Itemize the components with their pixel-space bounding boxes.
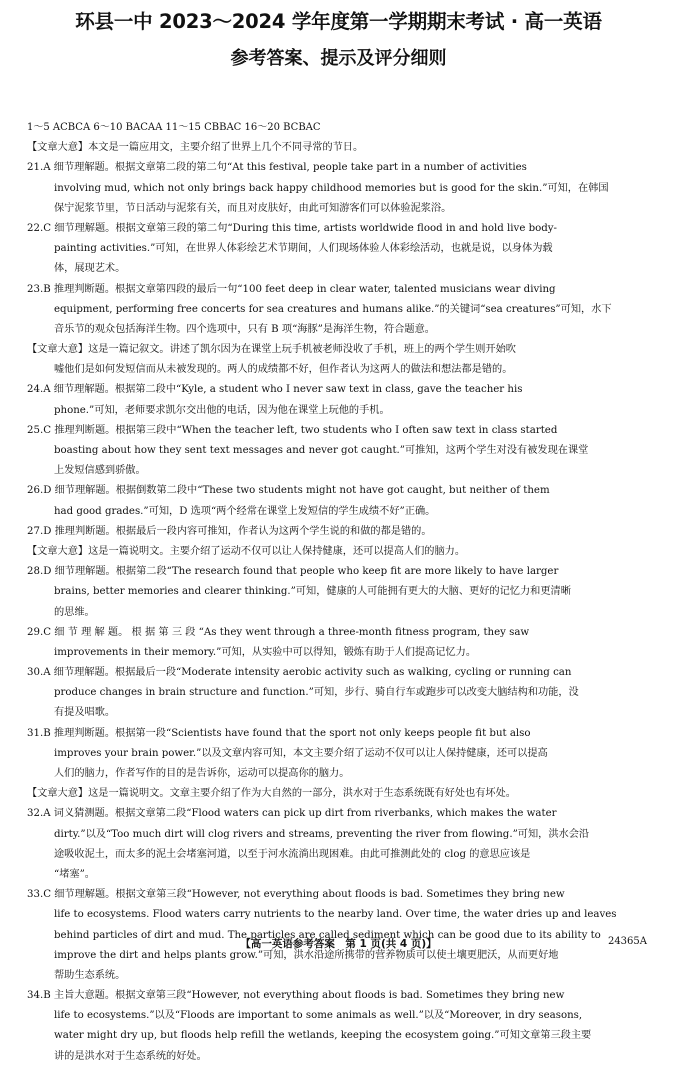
explanation-item	[27, 804, 653, 885]
page-title: 环县一中 2023～2024 学年度第一学期期末考试 · 高一英语	[75, 10, 602, 33]
explanation-line: painting activities.”可知，在世界人体彩绘艺术节期间，人们现场体验人体彩绘活动，也就是说，以身体为载	[54, 243, 553, 255]
explanation-line: life to ecosystems. Flood waters carry nutrients to the nearby land. Over time, the water dries up and leaves	[54, 909, 617, 921]
explanation-line: 人们的脑力，作者写作的目的是告诉你，运动可以提高你的脑力。	[54, 768, 350, 779]
explanation-line: 27.D 推理判断题。根据最后一段内容可推知，作者认为这两个学生说的和做的都是错的。	[27, 525, 432, 537]
explanation-item	[27, 280, 653, 341]
explanation-item	[27, 562, 653, 623]
explanation-line: 【文章大意】这是一篇说明文。主要介绍了运动不仅可以让人保持健康，还可以提高人们的脑力。	[27, 545, 466, 557]
explanation-line: boasting about how they sent text messages and never got caught.”可推知，这两个学生对没有被发现在课堂	[54, 445, 589, 456]
explanation-item	[27, 340, 653, 380]
explanation-item	[27, 784, 653, 804]
explanation-item	[27, 986, 653, 1067]
explanation-line: 24.A 细节理解题。根据第二段中“Kyle, a student who I never saw text in class, gave the teacher his	[27, 384, 523, 396]
explanation-line: improves your brain power.”以及文章内容可知，本文主要介绍了运动不仅可以让人保持健康，还可以提高	[54, 747, 548, 759]
explanation-item	[27, 663, 653, 724]
explanation-item	[27, 481, 653, 521]
explanation-line: 29.C 细 节 理 解 题。 根 据 第 三 段 “As they went through a three-month fitness program, they saw	[27, 626, 530, 638]
explanation-line: 音乐节的观众包括海洋生物。四个选项中，只有 B 项“海豚”是海洋生物，符合题意。	[54, 323, 435, 335]
footer-code: 24365A	[607, 936, 647, 947]
explanation-line: 30.A 细节理解题。根据最后一段“Moderate intensity aerobic activity such as walking, cycling or running can	[27, 667, 572, 679]
explanation-item	[27, 724, 653, 785]
explanation-line: equipment, performing free concerts for sea creatures and humans alike.”的关键词“sea creatures”可知，水下	[54, 303, 612, 315]
explanation-line: 25.C 推理判断题。根据第三段中“When the teacher left, two students who I often saw text in class started	[27, 424, 558, 436]
explanation-line: 上发短信感到骄傲。	[54, 465, 146, 477]
explanation-item	[27, 158, 653, 219]
explanation-line: brains, better memories and clearer thinking.”可知，健康的人可能拥有更大的大脑、更好的记忆力和更清晰	[54, 586, 571, 598]
explanation-line: 32.A 词义猜测题。根据文章第二段“Flood waters can pick up dirt from riverbanks, which makes the water	[27, 808, 557, 820]
explanation-line: “堵塞”。	[54, 868, 95, 880]
explanation-line: produce changes in brain structure and function.”可知，步行、骑自行车或跑步可以改变大脑结构和功能，没	[54, 687, 579, 699]
explanation-line: 有提及唱歌。	[54, 707, 116, 719]
explanation-line: 22.C 细节理解题。根据文章第三段的第二句“During this time, artists worldwide flood in and hold live body-	[27, 222, 557, 234]
explanation-line: 【文章大意】本文是一篇应用文，主要介绍了世界上几个不同寻常的节日。	[27, 142, 364, 154]
explanation-line: 帮助生态系统。	[54, 969, 126, 981]
footer-page-info: 【高一英语参考答案 第 1 页(共 4 页)】	[240, 938, 437, 950]
explanation-line: water might dry up, but floods help refill the wetlands, keeping the ecosystem going.”可知文章第三段主要	[54, 1030, 592, 1042]
explanation-line: 讲的是洪水对于生态系统的好处。	[54, 1050, 207, 1062]
explanation-item	[27, 623, 653, 663]
explanation-line: involving mud, which not only brings back happy childhood memories but is good for the skin.”可知，在韩国	[54, 182, 609, 194]
explanation-item	[27, 522, 653, 542]
explanation-line: 31.B 推理判断题。根据第一段“Scientists have found that the sport not only keeps people fit but also	[27, 727, 531, 739]
explanation-line: 【文章大意】这是一篇说明文。文章主要介绍了作为大自然的一部分，洪水对于生态系统既有好处也有坏处。	[27, 788, 516, 800]
explanation-list	[27, 138, 653, 1067]
explanation-line: 23.B 推理判断题。根据文章第四段的最后一句“100 feet deep in clear water, talented musicians wear diving	[27, 283, 556, 295]
explanation-line: improve the dirt and helps plants grow.”可知，洪水沿途所携带的营养物质可以使土壤更肥沃，从而更好地	[54, 949, 559, 961]
answer-content	[27, 118, 653, 1067]
explanation-item	[27, 542, 653, 562]
explanation-line: 体，展现艺术。	[54, 263, 126, 275]
explanation-line: 33.C 细节理解题。根据文章第三段“However, not everything about floods is bad. Sometimes they bring new	[27, 889, 565, 901]
explanation-line: 34.B 主旨大意题。根据文章第三段“However, not everything about floods is bad. Sometimes they bring new	[27, 990, 565, 1002]
explanation-line: 26.D 细节理解题。根据倒数第二段中“These two students might not have got caught, but neither of them	[27, 485, 550, 497]
explanation-line: dirty.”以及“Too much dirt will clog rivers and streams, preventing the river from flowing.”可知，洪水会沿	[54, 828, 590, 840]
explanation-item	[27, 421, 653, 482]
explanation-item	[27, 138, 653, 158]
explanation-line: 【文章大意】这是一篇记叙文。讲述了凯尔因为在课堂上玩手机被老师没收了手机，班上的两个学生则开始吹	[27, 344, 516, 356]
page-subtitle: 参考答案、提示及评分细则	[230, 48, 447, 69]
explanation-item	[27, 219, 653, 280]
explanation-line: 21.A 细节理解题。根据文章第二段的第二句“At this festival, people take part in a number of activities	[27, 162, 527, 174]
explanation-line: 保宁泥浆节里，节日活动与泥浆有关，而且对皮肤好，由此可知游客们可以体验泥浆浴。	[54, 202, 452, 214]
explanation-line: had good grades.”可知，D 选项“两个经常在课堂上发短信的学生成绩不好”正确。	[54, 505, 436, 517]
explanation-line: life to ecosystems.”以及“Floods are important to some animals as well.”以及“Moreover, in dry seasons,	[54, 1010, 583, 1022]
explanation-line: behind particles of dirt and mud. The particles are called sediment which can be good due to its ability to	[54, 929, 601, 941]
explanation-line: 28.D 细节理解题。根据第二段“The research found that people who keep fit are more likely to have larger	[27, 566, 559, 578]
explanation-line: improvements in their memory.”可知，从实验中可以得知，锻炼有助于人们提高记忆力。	[54, 646, 477, 658]
explanation-line: 的思维。	[54, 606, 95, 618]
explanation-line: 嘘他们是如何发短信而从未被发现的。两人的成绩都不好，但作者认为这两人的做法和想法都是错的。	[54, 364, 513, 376]
explanation-line: 途吸收泥土，而太多的泥土会堵塞河道，以至于河水流淌出现困难。由此可推测此处的 clog 的意思应该是	[54, 848, 531, 860]
explanation-line: phone.”可知，老师要求凯尔交出他的电话，因为他在课堂上玩他的手机。	[54, 404, 390, 416]
answer-list: 1～5 ACBCA 6～10 BACAA 11～15 CBBAC 16～20 BCBAC	[27, 122, 321, 133]
explanation-item	[27, 380, 653, 420]
page-footer	[0, 936, 677, 952]
